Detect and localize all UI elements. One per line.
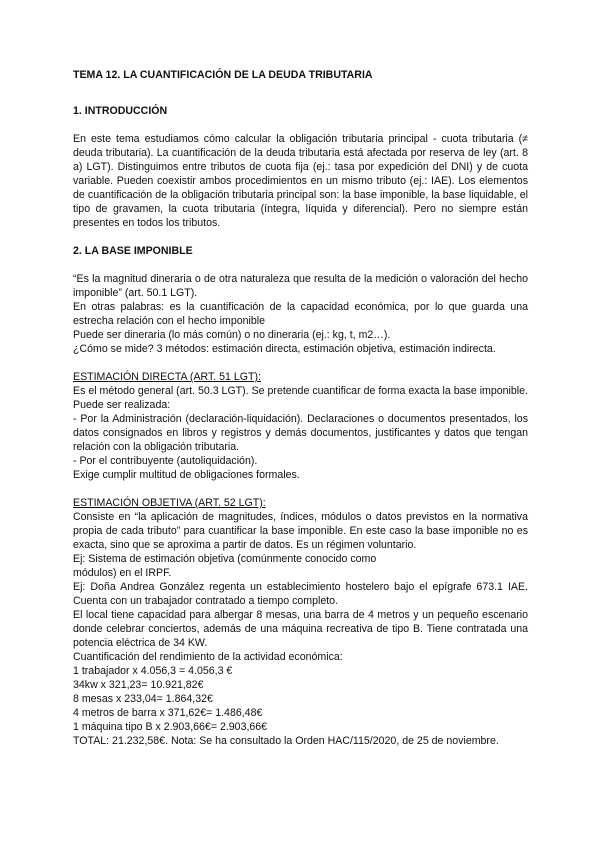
intro-line-2: En otras palabras: es la cuantificación de la capacidad económica, por lo que guarda una estrecha relación con el hecho imponible bbox=[73, 301, 528, 327]
calc-line: 1 máquina tipo B x 2.903,66€= 2.903,66€ bbox=[73, 721, 268, 733]
objetiva-line-4: Ej: Doña Andrea González regenta un establecimiento hostelero bajo el epígrafe 673.1 IAE. Cuenta con un trabajador contratado a tiempo completo. bbox=[73, 581, 528, 607]
document-content bbox=[73, 68, 528, 748]
calculation-list bbox=[73, 664, 528, 748]
objetiva-line-6: Cuantificación del rendimiento de la actividad económica: bbox=[73, 651, 343, 663]
objetiva-line-5: El local tiene capacidad para albergar 8 mesas, una barra de 4 metros y un pequeño escenario donde celebrar conciertos, además de una máquina recreativa de tipo B. Tiene contratada una potencia eléctrica de 34 KW. bbox=[73, 609, 528, 649]
calc-line: 34kw x 321,23= 10.921,82€ bbox=[73, 679, 204, 691]
intro-line-3: Puede ser dineraria (lo más común) o no dineraria (ej.: kg, t, m2…). bbox=[73, 329, 391, 341]
calc-line: 1 trabajador x 4.056,3 = 4.056,3 € bbox=[73, 665, 233, 677]
estimacion-objetiva-heading: ESTIMACIÓN OBJETIVA (ART. 52 LGT): bbox=[73, 497, 266, 509]
calc-line: 4 metros de barra x 371,62€= 1.486,48€ bbox=[73, 707, 263, 719]
objetiva-line-3: módulos) en el IRPF. bbox=[73, 567, 172, 579]
directa-line-4: Exige cumplir multitud de obligaciones formales. bbox=[73, 469, 300, 481]
objetiva-line-2: Ej: Sistema de estimación objetiva (comúnmente conocido como bbox=[73, 553, 377, 565]
estimacion-directa-heading: ESTIMACIÓN DIRECTA (ART. 51 LGT): bbox=[73, 371, 261, 383]
objetiva-line-1: Consiste en “la aplicación de magnitudes, índices, módulos o datos previstos en la normativa propia de cada tributo” para cuantificar la base imponible. En este caso la base imponible no es exacta, sino que se aproxima a partir de datos. Es un régimen voluntario. bbox=[73, 511, 528, 551]
section-1-paragraph: En este tema estudiamos cómo calcular la obligación tributaria principal - cuota tributaria (≠ deuda tributaria). La cuantificación de la deuda tributaria está afectada por reserva de ley (art. 8 a) LGT). Distinguimos entre tributos de cuota fija (ej.: tasa por expedición del DNI) y de cuota variable. Pueden coexistir ambos procedimientos en un mismo tributo (ej.: IAE). Los elementos de cuantificación de la obligación tributaria principal son: la base imponible, la base liquidable, el tipo de gravamen, la cuota tributaria (íntegra, líquida y diferencial). Pero no siempre están presentes en todos los tributos. bbox=[73, 133, 528, 229]
calc-line: 8 mesas x 233,04= 1.864,32€ bbox=[73, 693, 213, 705]
document-title: TEMA 12. LA CUANTIFICACIÓN DE LA DEUDA TRIBUTARIA bbox=[73, 69, 373, 81]
directa-line-3: - Por el contribuyente (autoliquidación). bbox=[73, 455, 258, 467]
intro-line-4: ¿Cómo se mide? 3 métodos: estimación directa, estimación objetiva, estimación indirecta. bbox=[73, 343, 496, 355]
directa-line-2: - Por la Administración (declaración-liquidación). Declaraciones o documentos presentados, los datos consignados en libros y registros y demás documentos, justificantes y datos que tengan relación con la obligación tributaria. bbox=[73, 413, 528, 453]
section-2-heading: 2. LA BASE IMPONIBLE bbox=[73, 245, 193, 257]
section-1-heading: 1. INTRODUCCIÓN bbox=[73, 105, 168, 117]
calc-total: TOTAL: 21.232,58€. Nota: Se ha consultado la Orden HAC/115/2020, de 25 de noviembre. bbox=[73, 735, 499, 747]
intro-line-1: “Es la magnitud dineraria o de otra naturaleza que resulta de la medición o valoración del hecho imponible” (art. 50.1 LGT). bbox=[73, 273, 528, 299]
directa-line-1: Es el método general (art. 50.3 LGT). Se pretende cuantificar de forma exacta la base imponible. Puede ser realizada: bbox=[73, 385, 528, 411]
